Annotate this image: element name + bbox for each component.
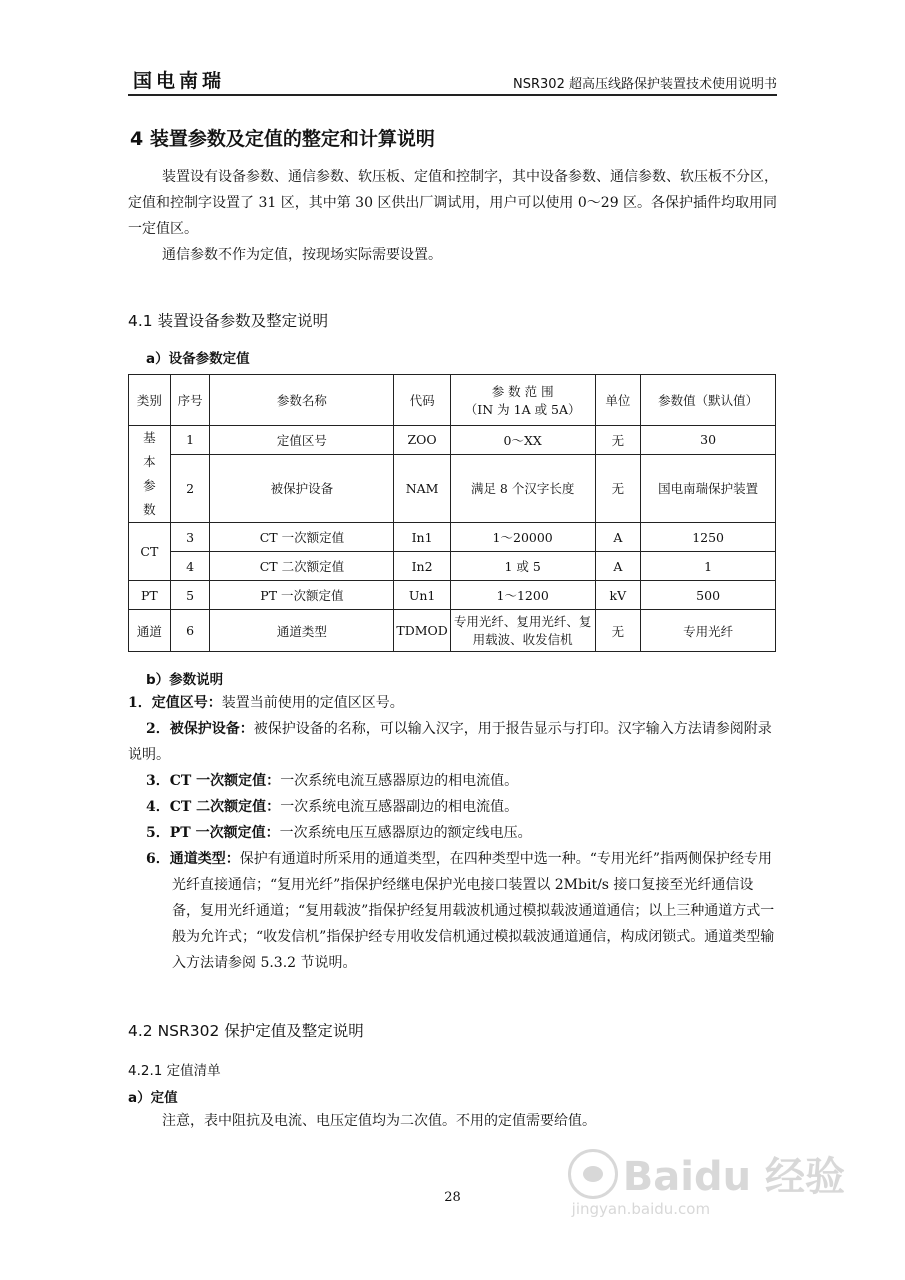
cell-code: In2 bbox=[394, 552, 450, 581]
list-item: 5．PT 一次额定值：一次系统电压互感器原边的额定线电压。 bbox=[146, 825, 532, 841]
header-index: 序号 bbox=[170, 375, 210, 426]
header-rule bbox=[128, 94, 777, 96]
cell-no: 2 bbox=[170, 454, 210, 522]
cell-range: 满足 8 个汉字长度 bbox=[450, 454, 595, 522]
table-header-row bbox=[129, 375, 776, 426]
settings-note: 注意，表中阻抗及电流、电压定值均为二次值。不用的定值需要给值。 bbox=[162, 1113, 596, 1129]
device-parameter-table bbox=[128, 374, 776, 652]
header-category: 类别 bbox=[129, 375, 171, 426]
cell-value: 1250 bbox=[641, 523, 776, 552]
cell-unit: 无 bbox=[595, 610, 641, 652]
cell-name: CT 一次额定值 bbox=[210, 523, 394, 552]
list-item: 2．被保护设备：被保护设备的名称，可以输入汉字，用于报告显示与打印。汉字输入方法请参阅附录说明。 bbox=[128, 721, 772, 763]
cell-code: Un1 bbox=[394, 581, 450, 610]
cell-code: In1 bbox=[394, 523, 450, 552]
cell-no: 5 bbox=[170, 581, 210, 610]
cell-no: 6 bbox=[170, 610, 210, 652]
manual-title: NSR302 超高压线路保护装置技术使用说明书 bbox=[513, 77, 777, 92]
header-range-title: 参 数 范 围 bbox=[491, 384, 554, 399]
section-4-title: 4 装置参数及定值的整定和计算说明 bbox=[130, 128, 435, 150]
cell-name: 定值区号 bbox=[210, 426, 394, 455]
company-logo: 国电南瑞 bbox=[133, 70, 226, 92]
cell-unit: kV bbox=[595, 581, 641, 610]
cell-no: 4 bbox=[170, 552, 210, 581]
cell-value: 国电南瑞保护装置 bbox=[641, 454, 776, 522]
param-descriptions bbox=[128, 690, 778, 976]
cell-code: ZOO bbox=[394, 426, 450, 455]
cell-no: 1 bbox=[170, 426, 210, 455]
sub-a-definition-heading: a）定值 bbox=[128, 1090, 178, 1106]
list-item: 3．CT 一次额定值：一次系统电流互感器原边的相电流值。 bbox=[146, 773, 519, 789]
cell-unit: 无 bbox=[595, 454, 641, 522]
paw-icon bbox=[568, 1149, 618, 1199]
cell-name: 通道类型 bbox=[210, 610, 394, 652]
cell-range: 0～XX bbox=[450, 426, 595, 455]
cell-value: 500 bbox=[641, 581, 776, 610]
table-row bbox=[129, 610, 776, 652]
cell-range: 专用光纤、复用光纤、复用载波、收发信机 bbox=[450, 610, 595, 652]
cell-range: 1～1200 bbox=[450, 581, 595, 610]
section-4-2-1-title: 4.2.1 定值清单 bbox=[128, 1063, 221, 1079]
category-basic-params: 基 本 参 数 bbox=[129, 426, 171, 523]
cell-range: 1～20000 bbox=[450, 523, 595, 552]
header-param-name: 参数名称 bbox=[210, 375, 394, 426]
header-unit: 单位 bbox=[595, 375, 641, 426]
cell-name: 被保护设备 bbox=[210, 454, 394, 522]
sub-a-heading: a）设备参数定值 bbox=[146, 351, 250, 367]
category-ct: CT bbox=[129, 523, 171, 581]
header-range-note: （IN 为 1A 或 5A） bbox=[464, 402, 581, 417]
section-4-1-title: 4.1 装置设备参数及整定说明 bbox=[128, 312, 329, 330]
cell-name: CT 二次额定值 bbox=[210, 552, 394, 581]
baidu-watermark bbox=[568, 1145, 845, 1218]
cell-code: NAM bbox=[394, 454, 450, 522]
watermark-brand: Baidu 经验 bbox=[622, 1154, 845, 1200]
cell-unit: A bbox=[595, 523, 641, 552]
category-pt: PT bbox=[129, 581, 171, 610]
table-row bbox=[129, 552, 776, 581]
cell-value: 专用光纤 bbox=[641, 610, 776, 652]
section-4-para-1: 装置设有设备参数、通信参数、软压板、定值和控制字，其中设备参数、通信参数、软压板不分区，定值和控制字设置了 31 区，其中第 30 区供出厂调试用，用户可以使用 0～29 区。各保护插件均取用同一定值区。 bbox=[128, 169, 778, 237]
cell-name: PT 一次额定值 bbox=[210, 581, 394, 610]
table-row bbox=[129, 523, 776, 552]
header-range bbox=[450, 375, 595, 426]
table-row bbox=[129, 426, 776, 455]
page-number: 28 bbox=[444, 1190, 461, 1205]
cell-unit: A bbox=[595, 552, 641, 581]
table-row bbox=[129, 454, 776, 522]
cell-unit: 无 bbox=[595, 426, 641, 455]
table-row bbox=[129, 581, 776, 610]
sub-b-heading: b）参数说明 bbox=[146, 672, 224, 688]
section-4-2-title: 4.2 NSR302 保护定值及整定说明 bbox=[128, 1022, 364, 1040]
cell-value: 1 bbox=[641, 552, 776, 581]
category-channel: 通道 bbox=[129, 610, 171, 652]
list-item: 4．CT 二次额定值：一次系统电流互感器副边的相电流值。 bbox=[146, 799, 519, 815]
cell-code: TDMOD bbox=[394, 610, 450, 652]
cell-range: 1 或 5 bbox=[450, 552, 595, 581]
list-item: 6．通道类型：保护有通道时所采用的通道类型，在四种类型中选一种。“专用光纤”指两侧保护经专用光纤直接通信；“复用光纤”指保护经继电保护光电接口装置以 2Mbit/s 接口复接至光纤通信设备，复用光纤通道；“复用载波”指保护经复用载波机通过模拟载波通道通信；以上三种通道方式一般为允许式；“收发信机”指保护经专用收发信机通过模拟载波通道通信，构成闭锁式。通道类型输入方法请参阅 5.3.2 节说明。 bbox=[146, 851, 775, 971]
list-item: 1．定值区号：装置当前使用的定值区区号。 bbox=[128, 695, 404, 711]
section-4-para-2: 通信参数不作为定值，按现场实际需要设置。 bbox=[162, 247, 442, 263]
header-code: 代码 bbox=[394, 375, 450, 426]
cell-value: 30 bbox=[641, 426, 776, 455]
header-default: 参数值（默认值） bbox=[641, 375, 776, 426]
watermark-url: jingyan.baidu.com bbox=[571, 1200, 711, 1218]
cell-no: 3 bbox=[170, 523, 210, 552]
